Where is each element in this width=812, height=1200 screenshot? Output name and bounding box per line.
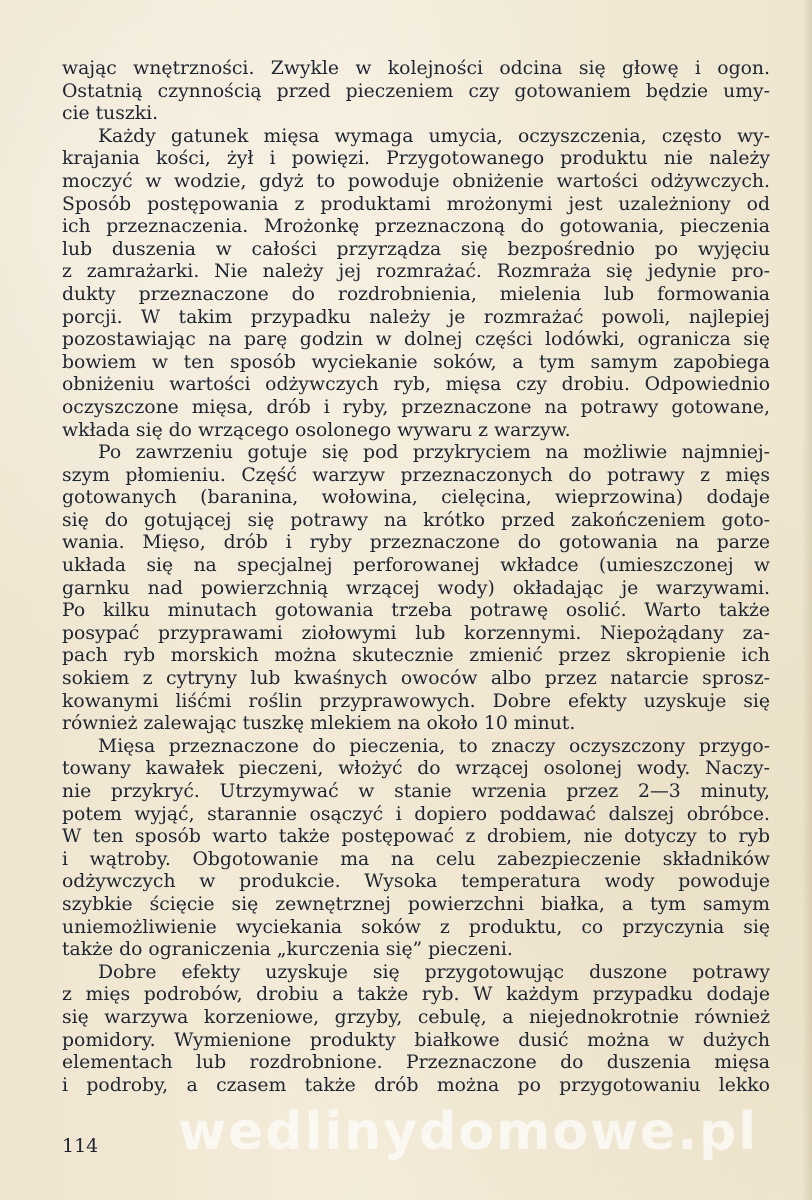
text-line: z mięs podrobów, drobiu a także ryb. W każdym przypadku dodaje <box>62 984 770 1006</box>
text-line: i podroby, a czasem także drób można po przygotowaniu lekko <box>62 1074 770 1096</box>
text-line: z zamrażarki. Nie należy jej rozmrażać. Rozmraża się jedynie pro- <box>62 261 770 283</box>
text-line: szybkie ścięcie się zewnętrznej powierzchni białka, a tym samym <box>62 893 770 915</box>
text-line: uniemożliwienie wyciekania soków z produktu, co przyczynia się <box>62 916 770 938</box>
text-line: układa się na specjalnej perforowanej wkładce (umieszczonej w <box>62 555 770 577</box>
text-line: również zalewając tuszkę mlekiem na około 10 minut. <box>62 713 576 735</box>
text-line: się warzywa korzeniowe, grzyby, cebulę, a niejednokrotnie również <box>62 1006 770 1028</box>
paragraph-start-line: Mięsa przeznaczone do pieczenia, to znaczy oczyszczony przygo- <box>98 735 770 757</box>
paragraph-start-line: Każdy gatunek mięsa wymaga umycia, oczyszczenia, często wy- <box>98 125 770 147</box>
text-line: moczyć w wodzie, gdyż to powoduje obniżenie wartości odżywczych. <box>62 170 770 192</box>
paragraph-start-line: Po zawrzeniu gotuje się pod przykryciem na możliwie najmniej- <box>98 442 770 464</box>
text-line: W ten sposób warto także postępować z drobiem, nie dotyczy to ryb <box>62 826 770 848</box>
text-line: szym płomieniu. Część warzyw przeznaczonych do potrawy z mięs <box>62 464 770 486</box>
text-line: posypać przyprawami ziołowymi lub korzennymi. Niepożądany za- <box>62 622 770 644</box>
text-line: pach ryb morskich można skutecznie zmienić przez skropienie ich <box>62 645 770 667</box>
text-line: elementach lub rozdrobnione. Przeznaczone do duszenia mięsa <box>62 1052 770 1074</box>
text-line: się do gotującej się potrawy na krótko przed zakończeniem goto- <box>62 509 770 531</box>
text-line: obniżeniu wartości odżywczych ryb, mięsa czy drobiu. Odpowiednio <box>62 374 770 396</box>
text-line: także do ograniczenia „kurczenia się” pieczeni. <box>62 939 513 961</box>
watermark: wedlinydomowe.pl <box>178 1102 759 1162</box>
text-line: pomidory. Wymienione produkty białkowe dusić można w dużych <box>62 1029 770 1051</box>
text-line: kowanymi liśćmi roślin przyprawowych. Dobre efekty uzyskuje się <box>62 690 770 712</box>
text-line: wając wnętrzności. Zwykle w kolejności odcina się głowę i ogon. <box>62 58 770 79</box>
text-line: gotowanych (baranina, wołowina, cielęcina, wieprzowina) dodaje <box>62 487 770 509</box>
text-line: wania. Mięso, drób i ryby przeznaczone do gotowania na parze <box>62 532 770 554</box>
text-line: bowiem w ten sposób wyciekanie soków, a tym samym zapobiega <box>62 351 770 373</box>
text-line: Po kilku minutach gotowania trzeba potrawę osolić. Warto także <box>62 600 770 622</box>
text-line: krajania kości, żył i powięzi. Przygotowanego produktu nie należy <box>62 148 770 170</box>
body-text <box>62 58 770 1097</box>
text-line: Ostatnią czynnością przed pieczeniem czy gotowaniem będzie umy- <box>62 80 770 102</box>
text-line: lub duszenia w całości przyrządza się bezpośrednio po wyjęciu <box>62 238 770 260</box>
text-line: i wątroby. Obgotowanie ma na celu zabezpieczenie składników <box>62 848 770 870</box>
text-line: Sposób postępowania z produktami mrożonymi jest uzależniony od <box>62 193 770 215</box>
text-line: wkłada się do wrzącego osolonego wywaru z warzyw. <box>62 419 571 441</box>
text-line: oczyszczone mięsa, drób i ryby, przeznaczone na potrawy gotowane, <box>62 396 770 418</box>
text-line: odżywczych w produkcie. Wysoka temperatura wody powoduje <box>62 871 770 893</box>
text-line: potem wyjąć, starannie osączyć i dopiero poddawać dalszej obróbce. <box>62 803 770 825</box>
text-line: sokiem z cytryny lub kwaśnych owoców albo przez natarcie sprosz- <box>62 668 770 690</box>
text-line: garnku nad powierzchnią wrzącej wody) okładając je warzywami. <box>62 577 770 599</box>
text-line: towany kawałek pieczeni, włożyć do wrzącej osolonej wody. Naczy- <box>62 758 770 780</box>
text-line: pozostawiając na parę godzin w dolnej części lodówki, ogranicza się <box>62 329 770 351</box>
text-line: nie przykryć. Utrzymywać w stanie wrzenia przez 2—3 minuty, <box>62 781 770 802</box>
page-number: 114 <box>62 1135 99 1157</box>
text-line: ich przeznaczenia. Mrożonkę przeznaczoną do gotowania, pieczenia <box>62 216 770 238</box>
text-line: cie tuszki. <box>62 103 159 125</box>
text-line: dukty przeznaczone do rozdrobnienia, mielenia lub formowania <box>62 283 770 305</box>
paragraph-start-line: Dobre efekty uzyskuje się przygotowując duszone potrawy <box>98 961 770 983</box>
text-line: porcji. W takim przypadku należy je rozmrażać powoli, najlepiej <box>62 306 770 328</box>
